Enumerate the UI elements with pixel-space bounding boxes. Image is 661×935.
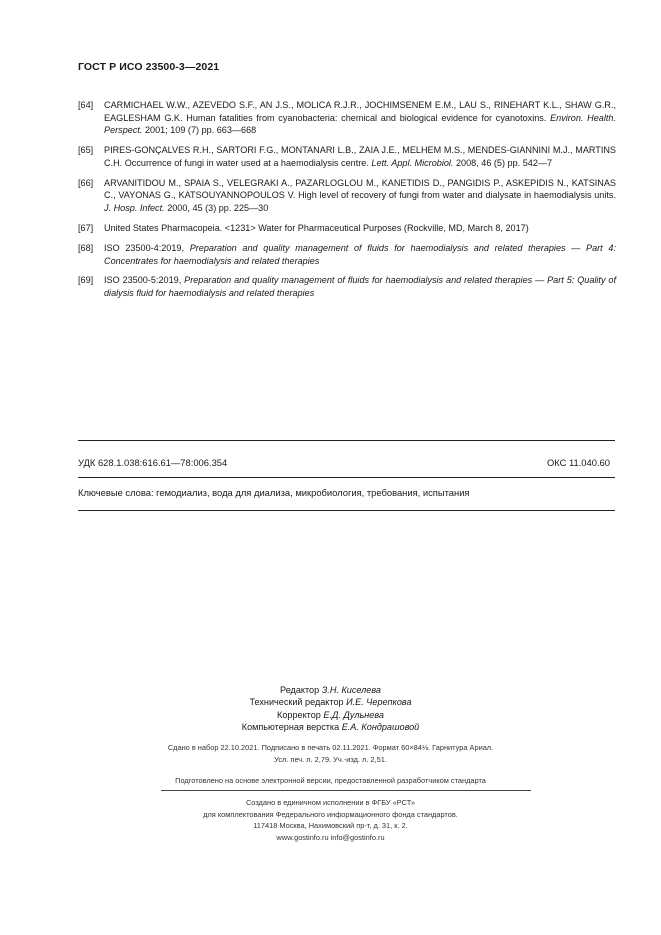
reference-tail: 2001; 109 (7) pp. 663—668 xyxy=(144,125,257,136)
keywords-line: Ключевые слова: гемодиализ, вода для диализа, микробиология, требования, испытания xyxy=(78,487,470,498)
staff-name: З.Н. Киселева xyxy=(321,685,381,695)
staff-line xyxy=(0,696,661,708)
staff-role: Компьютерная верстка xyxy=(241,722,340,733)
reference-tail: 2000, 45 (3) pp. 225—30 xyxy=(167,202,269,213)
reference-tail: 2008, 46 (5) pp. 542—7 xyxy=(455,157,553,168)
staff-line xyxy=(0,684,661,696)
publisher-line: для комплектования Федерального информационного фонда стандартов. xyxy=(203,809,458,819)
reference-title: Preparation and quality management of fluids for haemodialysis and related therapies — Part 4: Concentrates for haemodialysis and related therapies xyxy=(104,242,616,266)
editorial-staff xyxy=(0,684,661,734)
staff-name: Е.А. Кондрашовой xyxy=(341,722,420,733)
publisher-info xyxy=(0,797,661,843)
staff-name: Е.Д. Дульнева xyxy=(323,709,384,720)
reference-number: [69] xyxy=(78,275,94,286)
reference-journal: Lett. Appl. Microbiol. xyxy=(371,157,454,168)
reference-journal: Environ. Health. Perspect. xyxy=(104,112,616,136)
reference-text xyxy=(104,242,616,267)
reference-item xyxy=(78,274,616,299)
reference-number: [67] xyxy=(78,222,94,233)
reference-main: United States Pharmacopeia. <1231> Water for Pharmaceutical Purposes (Rockville, MD, March 8, 2017) xyxy=(104,222,529,233)
prepared-note: Подготовлено на основе электронной версии, предоставленной разработчиком стандарта xyxy=(175,776,486,785)
reference-number: [68] xyxy=(78,242,94,253)
publisher-line: Создано в единичном исполнении в ФГБУ «РСТ» xyxy=(245,798,416,807)
reference-number: [66] xyxy=(78,177,94,188)
udc-code: УДК 628.1.038:616.61—78:006.354 xyxy=(78,457,228,468)
reference-item xyxy=(78,99,616,137)
reference-main: ARVANITIDOU M., SPAIA S., VELEGRAKI A., PAZARLOGLOU M., KANETIDIS D., PANGIDIS P., ASKEPIDIS N., KATSINAS C., VAYONAS G., KATSOUYANNOPOULOS V. High level of recovery of fungi from water and dialysate in haemodialysis units. xyxy=(104,177,616,201)
print-details-line: Сдано в набор 22.10.2021. Подписано в печать 02.11.2021. Формат 60×84⅛. Гарнитура Ариал. xyxy=(167,743,494,752)
print-details xyxy=(0,742,661,765)
staff-name: И.Е. Черепкова xyxy=(346,697,412,708)
reference-number: [64] xyxy=(78,100,94,110)
reference-text xyxy=(104,274,616,299)
publisher-contacts: www.gostinfo.ru info@gostinfo.ru xyxy=(276,832,385,842)
reference-number: [65] xyxy=(78,145,94,156)
reference-main: PIRES-GONÇALVES R.H., SARTORI F.G., MONTANARI L.B., ZAIA J.E., MELHEM M.S., MENDES-GIANNINI M.J., MARTINS C.H. Occurrence of fungi in water used at a haemodialysis centre. xyxy=(104,145,616,168)
reference-text xyxy=(104,144,616,169)
reference-title: Preparation and quality management of fluids for haemodialysis and related therapies — Part 5: Quality of dialysis fluid for haemodialysis and related therapies xyxy=(104,275,616,299)
reference-item xyxy=(78,242,616,267)
divider-top xyxy=(78,440,615,441)
reference-journal: J. Hosp. Infect. xyxy=(104,202,165,213)
oks-code: ОКС 11.040.60 xyxy=(546,457,610,468)
publisher-address: 117418 Москва, Нахимовский пр-т, д. 31, к. 2. xyxy=(253,821,408,831)
print-details-line: Усл. печ. л. 2,79. Уч.-изд. л. 2,51. xyxy=(274,754,387,764)
reference-text xyxy=(104,99,616,137)
staff-role: Редактор xyxy=(280,685,320,695)
staff-role: Технический редактор xyxy=(249,697,344,708)
publisher-divider xyxy=(161,790,531,791)
reference-main: CARMICHAEL W.W., AZEVEDO S.F., AN J.S., MOLICA R.J.R., JOCHIMSENEM E.M., LAU S., RINEHART K.L., SHAW G.R., EAGLESHAM G.K. Human fatalities from cyanobacteria: chemical and biological evidence for cyanotoxins. xyxy=(104,100,616,123)
reference-item xyxy=(78,177,616,215)
reference-text xyxy=(104,222,616,235)
reference-main: ISO 23500-4:2019, xyxy=(104,242,185,253)
reference-item xyxy=(78,144,616,169)
page-header-title: ГОСТ Р ИСО 23500-3—2021 xyxy=(78,61,220,73)
staff-line xyxy=(0,709,661,721)
reference-text xyxy=(104,177,616,215)
reference-item xyxy=(78,222,616,235)
reference-main: ISO 23500-5:2019, xyxy=(104,275,182,286)
divider-middle xyxy=(78,477,615,478)
classification-line xyxy=(78,457,610,468)
bibliography-list xyxy=(78,99,616,307)
staff-line xyxy=(0,721,661,733)
divider-bottom xyxy=(78,510,615,511)
staff-role: Корректор xyxy=(277,709,321,720)
